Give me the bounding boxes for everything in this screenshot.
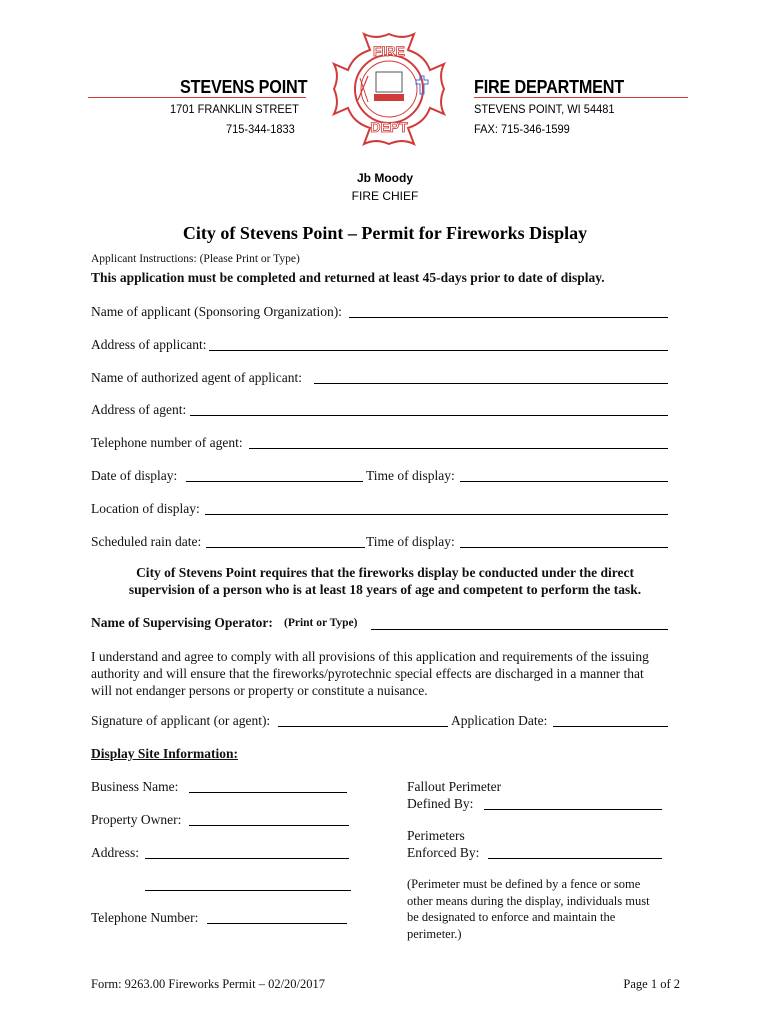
- site-address-field[interactable]: [145, 858, 349, 859]
- perimeters-enforced-by-label: Enforced By:: [407, 845, 480, 860]
- application-date-label: Application Date:: [451, 713, 548, 728]
- agent-phone-label: Telephone number of agent:: [91, 435, 243, 450]
- city-state-zip: STEVENS POINT, WI 54481: [474, 102, 615, 116]
- perimeter-note-line2: other means during the display, individuals must: [407, 893, 650, 908]
- display-location-label: Location of display:: [91, 501, 200, 516]
- supervising-operator-hint: (Print or Type): [284, 617, 358, 629]
- display-time-field[interactable]: [460, 481, 668, 482]
- agreement-line2: authority and will ensure that the fireworks/pyrotechnic special effects are discharged in a manner that: [91, 666, 644, 681]
- phone-number: 715-344-1833: [226, 122, 295, 136]
- agreement-line3: will not endanger persons or property or constitute a nuisance.: [91, 683, 428, 698]
- fax-number: FAX: 715-346-1599: [474, 122, 570, 136]
- applicant-instructions: Applicant Instructions: (Please Print or Type): [91, 253, 300, 265]
- display-date-field[interactable]: [186, 481, 363, 482]
- display-time-label: Time of display:: [366, 468, 455, 483]
- supervising-operator-label: Name of Supervising Operator:: [91, 615, 273, 630]
- perimeter-note-line1: (Perimeter must be defined by a fence or some: [407, 877, 641, 891]
- fire-dept-logo-icon: [328, 28, 450, 150]
- property-owner-field[interactable]: [189, 825, 349, 826]
- logo-text-top: FIRE: [373, 43, 405, 59]
- applicant-address-field[interactable]: [209, 350, 668, 351]
- applicant-address-label: Address of applicant:: [91, 337, 207, 352]
- department-title: FIRE DEPARTMENT: [474, 77, 625, 97]
- site-telephone-label: Telephone Number:: [91, 910, 199, 925]
- supervising-operator-field[interactable]: [371, 629, 668, 630]
- form-id: Form: 9263.00 Fireworks Permit – 02/20/2017: [91, 977, 326, 991]
- fallout-defined-by-label: Defined By:: [407, 796, 474, 811]
- street-address: 1701 FRANKLIN STREET: [170, 102, 299, 116]
- deadline-notice: This application must be completed and returned at least 45-days prior to date of display.: [91, 270, 605, 285]
- chief-title: FIRE CHIEF: [351, 189, 419, 203]
- property-owner-label: Property Owner:: [91, 812, 182, 827]
- header-rule-left: [88, 97, 306, 98]
- agent-name-label: Name of authorized agent of applicant:: [91, 370, 303, 385]
- header-rule-right: [474, 97, 688, 98]
- agent-phone-field[interactable]: [249, 448, 668, 449]
- rain-date-label: Scheduled rain date:: [91, 534, 202, 549]
- supervision-notice-line1: City of Stevens Point requires that the fireworks display be conducted under the direct: [136, 565, 634, 580]
- fallout-perimeter-label: Fallout Perimeter: [407, 779, 502, 794]
- agreement-line1: I understand and agree to comply with all provisions of this application and requirements of the issuing: [91, 649, 649, 664]
- signature-field[interactable]: [278, 726, 448, 727]
- supervision-notice-line2: supervision of a person who is at least 18 years of age and competent to perform the task.: [128, 582, 642, 597]
- display-location-field[interactable]: [205, 514, 668, 515]
- department-city-title: STEVENS POINT: [180, 77, 308, 97]
- rain-time-field[interactable]: [460, 547, 668, 548]
- perimeter-note-line4: perimeter.): [407, 926, 462, 941]
- fallout-defined-by-field[interactable]: [484, 809, 662, 810]
- rain-time-label: Time of display:: [366, 534, 455, 549]
- form-title: City of Stevens Point – Permit for Fireworks Display: [182, 223, 588, 243]
- business-name-label: Business Name:: [91, 779, 179, 794]
- application-date-field[interactable]: [553, 726, 668, 727]
- agent-address-field[interactable]: [190, 415, 668, 416]
- site-address-label: Address:: [91, 845, 139, 860]
- business-name-field[interactable]: [189, 792, 347, 793]
- perimeter-note: [407, 876, 687, 942]
- agent-address-label: Address of agent:: [91, 402, 187, 417]
- display-site-heading: Display Site Information:: [91, 746, 239, 761]
- applicant-name-field[interactable]: [349, 317, 668, 318]
- perimeter-note-line3: be designated to enforce and maintain the: [407, 910, 616, 924]
- page-number: Page 1 of 2: [623, 977, 680, 991]
- applicant-name-label: Name of applicant (Sponsoring Organization):: [91, 304, 342, 319]
- agreement-paragraph: [91, 648, 691, 699]
- rain-date-field[interactable]: [206, 547, 365, 548]
- perimeters-enforced-by-field[interactable]: [488, 858, 662, 859]
- display-date-label: Date of display:: [91, 468, 178, 483]
- chief-name: Jb Moody: [357, 171, 413, 185]
- perimeters-label: Perimeters: [407, 828, 465, 843]
- logo-text-bottom: DEPT: [370, 119, 408, 135]
- signature-label: Signature of applicant (or agent):: [91, 713, 271, 728]
- agent-name-field[interactable]: [314, 383, 668, 384]
- site-address-field-2[interactable]: [145, 890, 351, 891]
- site-telephone-field[interactable]: [207, 923, 347, 924]
